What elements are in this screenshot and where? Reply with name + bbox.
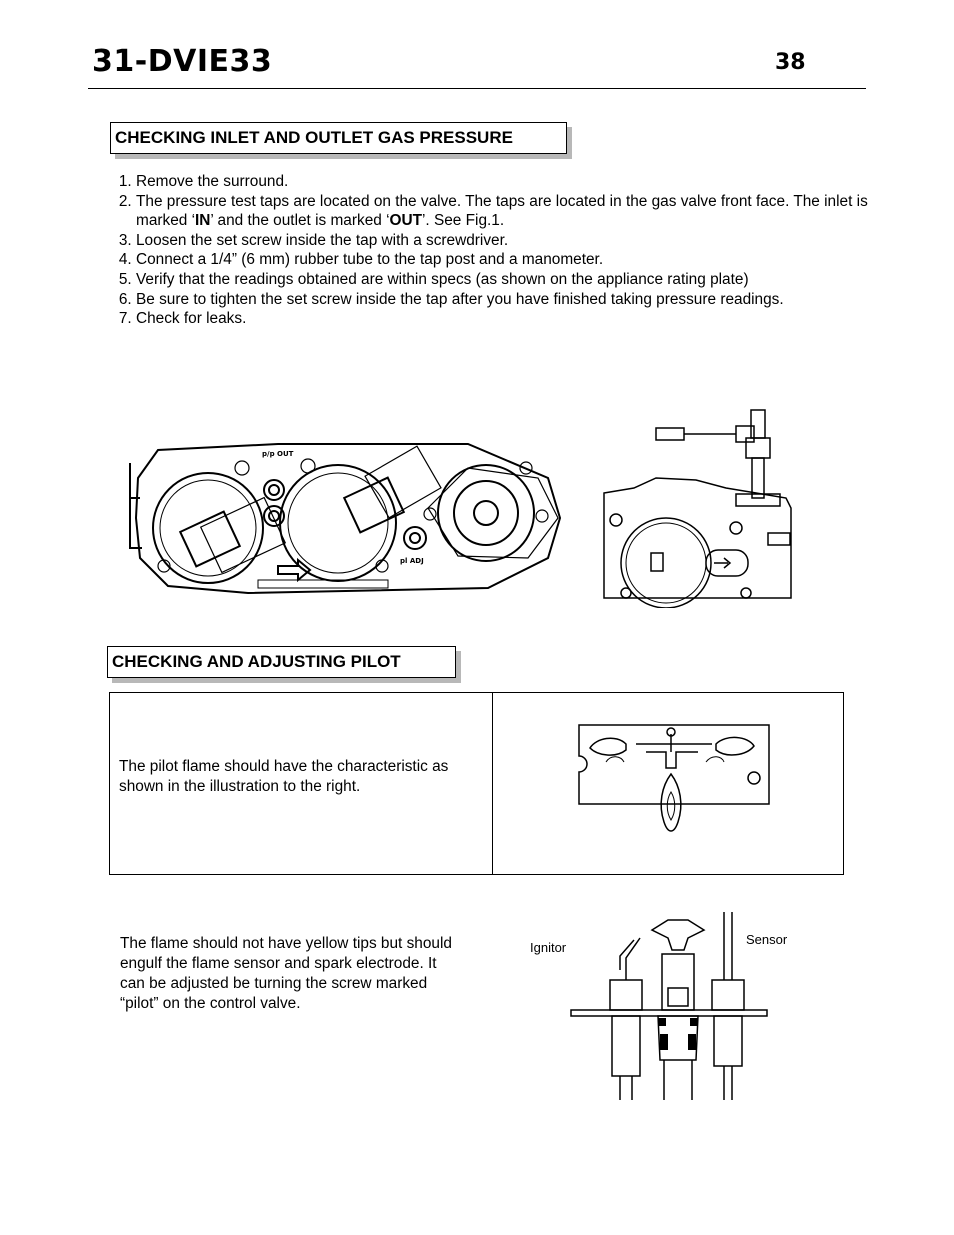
list-item: 5. Verify that the readings obtained are within specs (as shown on the appliance rating plate) bbox=[136, 270, 896, 290]
pilot-characteristic-text: The pilot flame should have the characteristic as shown in the illustration to the right. bbox=[119, 758, 449, 795]
pressure-check-steps bbox=[95, 172, 896, 329]
gas-valve-front-illustration bbox=[128, 438, 568, 600]
section-heading-text: CHECKING AND ADJUSTING PILOT bbox=[112, 652, 401, 671]
list-item: 7. Check for leaks. bbox=[136, 309, 896, 329]
flame-description-text: The flame should not have yellow tips but should engulf the flame sensor and spark electrode. It can be adjusted be turning the screw marked “pilot” on the control valve. bbox=[120, 935, 452, 1012]
list-item: 6. Be sure to tighten the set screw inside the tap after you have finished taking pressure readings. bbox=[136, 290, 896, 310]
sensor-label: Sensor bbox=[746, 932, 788, 947]
section-heading-gas-pressure bbox=[110, 122, 567, 154]
section-heading-text: CHECKING INLET AND OUTLET GAS PRESSURE bbox=[115, 128, 513, 147]
document-title: 31-DVIE33 bbox=[92, 44, 273, 79]
page-number: 38 bbox=[775, 50, 806, 75]
list-item: 4. Connect a 1/4” (6 mm) rubber tube to the tap post and a manometer. bbox=[136, 250, 896, 270]
section-heading-pilot bbox=[107, 646, 456, 678]
valve-outlet-label: p/p OUT bbox=[262, 450, 294, 458]
list-item: 1. Remove the surround. bbox=[136, 172, 896, 192]
pilot-flame-illustration bbox=[576, 722, 772, 846]
valve-adjust-label: pl ADJ bbox=[400, 557, 424, 565]
ignitor-label: Ignitor bbox=[530, 940, 567, 955]
list-item: 3. Loosen the set screw inside the tap with a screwdriver. bbox=[136, 231, 896, 251]
gas-valve-side-illustration bbox=[596, 408, 796, 608]
table-divider bbox=[492, 692, 493, 875]
pilot-assembly-illustration bbox=[568, 910, 772, 1102]
header-rule bbox=[88, 88, 866, 89]
list-item: 2. The pressure test taps are located on the valve. The taps are located in the gas valve front face. The inlet is marked ‘IN’ and the outlet is marked ‘OUT’. See Fig.1. bbox=[136, 192, 896, 231]
